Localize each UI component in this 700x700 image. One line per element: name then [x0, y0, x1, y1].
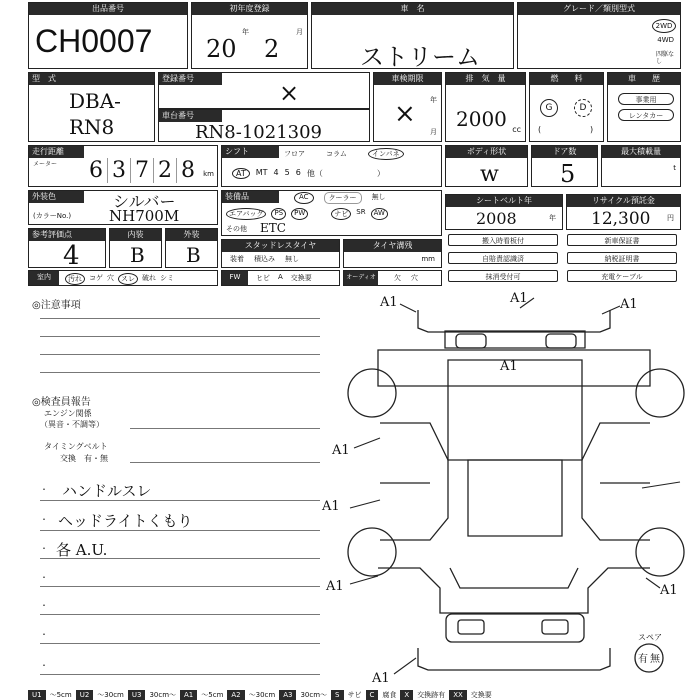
first-registration-box	[191, 2, 308, 69]
note-line	[40, 558, 320, 559]
legend-desc: 30cm～	[300, 691, 328, 699]
max-capacity-box	[601, 145, 681, 187]
seatbelt-year-value: 2008	[476, 209, 517, 228]
doc-signboard: 搬入時看板付	[448, 234, 558, 246]
shift-floor: フロア	[284, 150, 305, 158]
fuel-gasoline: G	[540, 99, 558, 117]
audio-box	[343, 270, 442, 286]
legend-code: XX	[449, 690, 467, 700]
meter-label: メーター	[33, 161, 58, 168]
legend-code: C	[366, 690, 379, 700]
doc-new-car-warranty: 新車保証書	[567, 234, 677, 246]
door-count-label: ドア数	[532, 146, 597, 158]
legend-code: X	[400, 690, 413, 700]
legend-code: S	[331, 690, 343, 700]
history-commercial: 事業用	[618, 93, 674, 105]
audio-missing: 欠	[394, 274, 401, 282]
equip-navi: ナビ	[331, 208, 351, 220]
mileage-digit: 3	[108, 158, 131, 183]
trans-4: 4	[273, 168, 279, 177]
legend-code: U1	[28, 690, 46, 700]
legend-code: A1	[180, 690, 197, 700]
right-rear-wheel	[636, 369, 684, 417]
bullet: ・	[40, 544, 48, 553]
mileage-digit: 6	[85, 158, 108, 183]
fuel-paren-left: (	[538, 125, 542, 134]
windshield-a: A	[278, 273, 283, 281]
inspector-heading: ◎検査員報告	[32, 397, 91, 408]
grade-label: グレード／類別型式	[518, 3, 680, 15]
damage-mark-a1: A1	[510, 291, 528, 306]
pointer-line	[400, 304, 416, 312]
mileage-digits	[85, 158, 199, 183]
spare-present: 有	[638, 654, 648, 665]
legend-desc: ～5cm	[201, 691, 224, 699]
trans-other: 他（	[306, 169, 323, 178]
legend-desc: ～30cm	[97, 691, 124, 699]
trans-6: 6	[295, 168, 301, 177]
inspection-expiry-month-unit: 月	[430, 128, 437, 136]
mileage-digit: 8	[181, 158, 195, 183]
doc-tax-certificate: 納税証明書	[567, 252, 677, 264]
inspection-expiry-label: 車検期限	[374, 73, 441, 85]
mileage-digit: 2	[154, 158, 177, 183]
headlight-left	[458, 620, 484, 634]
equip-none: 無し	[371, 193, 386, 201]
exterior-color-value: シルバー	[113, 192, 176, 211]
rear-window-right	[546, 334, 576, 348]
body-inner	[448, 360, 582, 460]
legend-desc: ～30cm	[248, 691, 276, 699]
front-section	[378, 568, 650, 613]
car-name-box	[311, 2, 514, 69]
shift-column: コラム	[326, 150, 347, 158]
registration-month: 2	[264, 35, 280, 63]
headlight-right	[542, 620, 568, 634]
inspection-expiry-year-unit: 年	[430, 96, 437, 104]
legend-desc: 30cm～	[149, 691, 177, 699]
max-capacity-label: 最大積載量	[602, 146, 680, 158]
spare-absent: 無	[650, 654, 660, 665]
registration-number-box	[158, 72, 370, 109]
audio-label: オーディオ	[344, 271, 378, 285]
left-front-wheel	[348, 528, 396, 576]
damage-mark-a1: A1	[380, 295, 398, 310]
legend-code: U2	[76, 690, 94, 700]
equip-aw: AW	[371, 208, 388, 220]
equipment-box	[221, 190, 442, 236]
history-rental: レンタカー	[618, 109, 674, 121]
model-type-label: 型 式	[29, 73, 154, 85]
damage-mark-a1: A1	[660, 583, 678, 598]
damage-mark-a1: A1	[332, 443, 350, 458]
doc-deregistration: 抹消受付可	[448, 270, 558, 282]
windshield-crack: ヒビ	[256, 274, 270, 282]
interior-grade-value: B	[130, 243, 145, 267]
model-type-box	[28, 72, 155, 142]
equip-ac: AC	[294, 192, 314, 204]
tire-tread-box	[343, 239, 442, 268]
cabin-dirt: 汚れ	[65, 273, 85, 285]
note-line	[130, 462, 320, 463]
reference-grade-label: 参考評価点	[29, 229, 105, 241]
windshield-replace: 交換要	[290, 274, 312, 282]
legend-desc: ～5cm	[49, 691, 72, 699]
cabin-stain: シミ	[160, 274, 174, 282]
door-count-value: 5	[560, 160, 576, 188]
equipment-row-2	[226, 208, 388, 220]
bullet: ・	[40, 630, 48, 639]
spare-label: スペア	[638, 633, 662, 642]
studless-mounted: 装着	[230, 255, 244, 263]
damage-mark-a1: A1	[620, 297, 638, 312]
tire-tread-label: タイヤ溝残	[344, 240, 441, 252]
registration-number-label: 登録番号	[159, 73, 222, 85]
legend-desc: サビ	[347, 691, 362, 699]
exterior-color-box	[28, 190, 218, 225]
seatbelt-year-unit: 年	[549, 214, 556, 222]
studless-loaded: 積込み	[254, 255, 275, 263]
cabin-hole: 穴	[107, 274, 114, 282]
recycle-fee-value: 12,300	[591, 209, 651, 229]
legend-code: U3	[128, 690, 146, 700]
seatbelt-year-label: シートベルト年	[446, 195, 562, 207]
left-rear-wheel	[348, 369, 396, 417]
windshield-items	[256, 273, 312, 283]
right-front-wheel	[636, 528, 684, 576]
note-line	[40, 614, 320, 615]
studless-tire-box	[221, 239, 340, 268]
timing-belt-sub: 交換 有・無	[60, 454, 108, 463]
cabin-tear: 破れ	[142, 274, 156, 282]
note-line	[40, 372, 320, 373]
equipment-label: 装備品	[222, 191, 279, 203]
door-count-box	[531, 145, 598, 187]
report-item-1: ハンドルスレ	[62, 482, 152, 500]
audio-items	[394, 273, 418, 283]
doc-charging-cable: 充電ケーブル	[567, 270, 677, 282]
car-name-value: ストリーム	[360, 43, 480, 71]
model-type-line1: DBA-	[69, 89, 121, 113]
pointer-line	[394, 658, 416, 674]
mileage-unit: km	[203, 170, 214, 178]
registration-number-value: ×	[279, 79, 300, 107]
reference-grade-value: 4	[63, 241, 80, 271]
note-line	[40, 500, 320, 501]
chassis-number-label: 車台番号	[159, 110, 222, 122]
timing-belt-label: タイミングベルト	[44, 442, 108, 451]
grade-box	[517, 2, 681, 69]
color-code-label: (カラーNo.)	[33, 212, 72, 220]
damage-mark-a1: A1	[326, 579, 344, 594]
equip-cooler: クーラー	[324, 192, 362, 204]
drive-2wd: 2WD	[652, 19, 676, 33]
seatbelt-year-box	[445, 194, 563, 230]
equip-ps: PS	[271, 208, 286, 220]
shift-label: シフト	[222, 146, 279, 158]
recycle-fee-unit: 円	[667, 214, 674, 222]
drive-4wd: 4WD	[657, 36, 674, 44]
cabin-items	[65, 273, 174, 285]
bullet: ・	[40, 661, 48, 670]
exterior-color-label: 外装色	[29, 191, 84, 203]
front-bumper	[418, 648, 610, 670]
pointer-line	[646, 578, 660, 588]
roof-panel	[468, 460, 562, 536]
fuel-box	[529, 72, 604, 142]
vehicle-history-box	[607, 72, 681, 142]
inspection-expiry-box	[373, 72, 442, 142]
rear-bumper-outline	[418, 310, 610, 332]
inspection-expiry-value: ×	[394, 99, 416, 129]
body-shape-value: w	[480, 162, 499, 187]
fuel-paren-right: )	[590, 125, 594, 134]
cabin-label: 室内	[29, 271, 59, 285]
bullet: ・	[40, 573, 48, 582]
shift-instrument-panel: インパネ	[368, 148, 404, 160]
note-line	[40, 586, 320, 587]
registration-year: 20	[206, 35, 237, 63]
first-registration-label: 初年度登録	[192, 3, 307, 15]
shift-box	[221, 145, 442, 187]
legend-desc: 腐食	[382, 691, 397, 699]
windshield-label: FW	[222, 271, 248, 285]
damage-mark-a1: A1	[500, 359, 518, 374]
vehicle-history-label: 車 歴	[608, 73, 680, 85]
trans-other-close: ）	[376, 169, 385, 178]
engine-label: エンジン関係	[44, 409, 92, 418]
interior-grade-label: 内装	[110, 229, 161, 241]
lot-number-label: 出品番号	[29, 3, 187, 15]
engine-sub: （異音・不調等）	[40, 420, 104, 429]
tire-tread-unit: mm	[421, 255, 435, 263]
displacement-unit: cc	[512, 125, 521, 134]
left-side	[380, 423, 448, 540]
bullet: ・	[40, 485, 48, 494]
studless-options	[230, 254, 299, 264]
doc-insurance-checked: 自賠責認識済	[448, 252, 558, 264]
damage-mark-a1: A1	[322, 499, 340, 514]
right-side	[582, 423, 650, 540]
lot-number-value: CH0007	[35, 23, 153, 59]
rear-window	[456, 334, 486, 348]
equipment-other-label: その他	[226, 225, 247, 233]
exterior-grade-value: B	[186, 243, 201, 267]
drive-none: 四駆なし	[656, 51, 675, 65]
equipment-other-value: ETC	[260, 221, 286, 235]
note-line	[40, 318, 320, 319]
equip-pw: PW	[291, 208, 308, 220]
trans-5: 5	[284, 168, 290, 177]
cabin-burn: コゲ	[89, 274, 103, 282]
note-line	[130, 428, 320, 429]
legend-desc: 交換跡有	[417, 691, 446, 699]
studless-none: 無し	[285, 255, 299, 263]
exterior-grade-box	[165, 228, 218, 268]
pointer-line	[354, 438, 380, 448]
legend-code: A3	[279, 690, 296, 700]
chassis-number-value: RN8-1021309	[195, 122, 323, 143]
audio-hole: 穴	[411, 274, 418, 282]
report-item-2: ヘッドライトくもり	[58, 512, 193, 530]
displacement-box	[445, 72, 526, 142]
registration-month-unit: 月	[296, 28, 303, 36]
car-damage-diagram	[320, 288, 700, 688]
bullet: ・	[40, 515, 48, 524]
note-line	[40, 336, 320, 337]
legend-code: A2	[227, 690, 244, 700]
mileage-label: 走行距離	[29, 146, 84, 158]
chassis-number-box	[158, 109, 370, 142]
equipment-row-1	[294, 192, 386, 204]
equip-airbag: エアバッグ	[226, 208, 266, 220]
recycle-fee-box	[566, 194, 681, 230]
mileage-digit: 7	[131, 158, 154, 183]
body-shape-label: ボディ形状	[446, 146, 527, 158]
note-line	[40, 674, 320, 675]
caution-heading: ◎注意事項	[32, 300, 81, 311]
reference-grade-box	[28, 228, 106, 271]
damage-mark-a1: A1	[372, 671, 390, 686]
trans-mt: MT	[255, 168, 268, 177]
equip-sr: SR	[356, 208, 366, 216]
studless-tire-label: スタッドレスタイヤ	[222, 240, 339, 252]
fuel-label: 燃 料	[530, 73, 603, 85]
displacement-value: 2000	[456, 107, 507, 131]
exterior-grade-label: 外装	[166, 229, 217, 241]
damage-legend	[28, 690, 681, 700]
legend-desc: 交換要	[470, 691, 492, 699]
report-item-3: 各 A.U.	[56, 541, 108, 559]
pointer-line	[350, 500, 380, 508]
lot-number-box	[28, 2, 188, 69]
model-type-line2: RN8	[69, 115, 115, 139]
color-code-value: NH700M	[109, 207, 180, 225]
car-name-label: 車 名	[312, 3, 513, 15]
pointer-line	[350, 576, 378, 584]
front-hood	[450, 568, 578, 588]
displacement-label: 排 気 量	[446, 73, 525, 85]
front-grille	[446, 614, 584, 642]
cabin-condition-box	[28, 270, 218, 286]
mileage-box	[28, 145, 218, 187]
cabin-scuff: スレ	[118, 273, 138, 285]
recycle-fee-label: リサイクル預託金	[567, 195, 680, 207]
note-line	[40, 643, 320, 644]
trans-at: AT	[232, 168, 250, 179]
interior-grade-box	[109, 228, 162, 268]
note-line	[40, 530, 320, 531]
note-line	[40, 354, 320, 355]
transmission-row	[232, 168, 385, 179]
registration-year-unit: 年	[242, 28, 249, 36]
pointer-line	[602, 306, 620, 314]
fuel-diesel: D	[574, 99, 592, 117]
bullet: ・	[40, 601, 48, 610]
windshield-box	[221, 270, 340, 286]
max-capacity-unit: t	[673, 164, 676, 172]
body-shape-box	[445, 145, 528, 187]
